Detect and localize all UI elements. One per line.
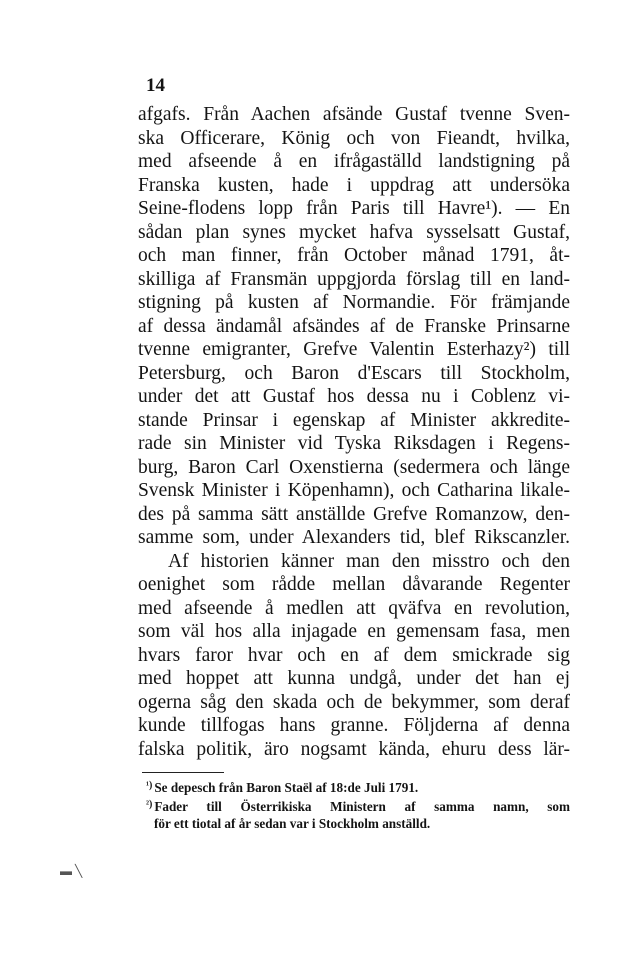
text-line: samme som, under Alexanders tid, blef Rikscanzler. [138,527,570,548]
text-line: under det att Gustaf hos dessa nu i Coblenz vi- [138,386,570,407]
text-line: tvenne emigranter, Grefve Valentin Esterhazy²) till [138,339,570,360]
text-line: ogerna såg den skada och de bekymmer, som deraf [138,691,570,713]
text-line: ska Officerare, König och von Fieandt, hvilka, [138,127,570,149]
text-line: rade sin Minister vid Tyska Riksdagen i Regens- [138,433,570,454]
text-line: stigning på kusten af Normandie. För främjande [138,292,570,313]
page-number: 14 [146,75,165,96]
footnote-rule [142,772,224,773]
body-text [138,103,570,761]
text-line: sådan plan synes mycket hafva sysselsatt Gustaf, [138,221,570,243]
text-line: oenighet som rådde mellan dåvarande Regenter [138,574,570,595]
text-line: kunde tillfogas hans granne. Följderna af denna [138,715,570,736]
text-line-paragraph-start: Af historien känner man den misstro och den [168,550,570,572]
footnote-1 [146,777,570,796]
text-line: Svensk Minister i Köpenhamn), och Catharina likale- [138,480,570,501]
footnotes [146,777,570,832]
text-line: och man finner, från October månad 1791, åt- [138,245,570,266]
text-line: burg, Baron Carl Oxenstierna (sedermera och länge [138,456,570,478]
text-line: med afseende å en ifrågaställd landstigning på [138,151,570,172]
text-line: Petersburg, och Baron d'Escars till Stockholm, [138,362,570,384]
text-line: som väl hos alla injagade en gemensam fasa, men [138,621,570,642]
footnote-1-text: Se depesch från Baron Staël af 18:de Juli 1791. [154,780,419,795]
text-line: Franska kusten, hade i uppdrag att undersöka [138,174,570,196]
footnote-1-mark: ¹) [146,780,153,791]
text-line: af dessa ändamål afsändes af de Franske Prinsarne [138,315,570,337]
text-line: stande Prinsar i egenskap af Minister akkredite- [138,409,570,431]
text-line: Seine-flodens lopp från Paris till Havre¹). — En [138,198,570,219]
footnote-2-mark: ²) [146,799,153,810]
footnote-2 [146,796,570,815]
footnote-2-continued: för ett tiotal af år sedan var i Stockholm anställd. [154,816,431,831]
text-line: falska politik, äro nogsamt kända, ehuru dess lär- [138,738,570,760]
text-line: afgafs. Från Aachen afsände Gustaf tvenne Sven- [138,104,570,125]
text-line: med afseende å medlen att qväfva en revolution, [138,597,570,619]
text-line: des på samma sätt anställde Grefve Romanzow, den- [138,503,570,525]
text-line: hvars faror hvar och en af dem smickrade sig [138,644,570,666]
scan-specks-decoration: ▬ ╲ [60,864,83,878]
footnote-2-text-line1: Fader till Österrikiska Ministern af samma namn, som [154,799,570,814]
text-line: skilliga af Fransmän uppgjorda förslag till en land- [138,268,570,290]
text-line: med hoppet att kunna undgå, under det han ej [138,668,570,689]
